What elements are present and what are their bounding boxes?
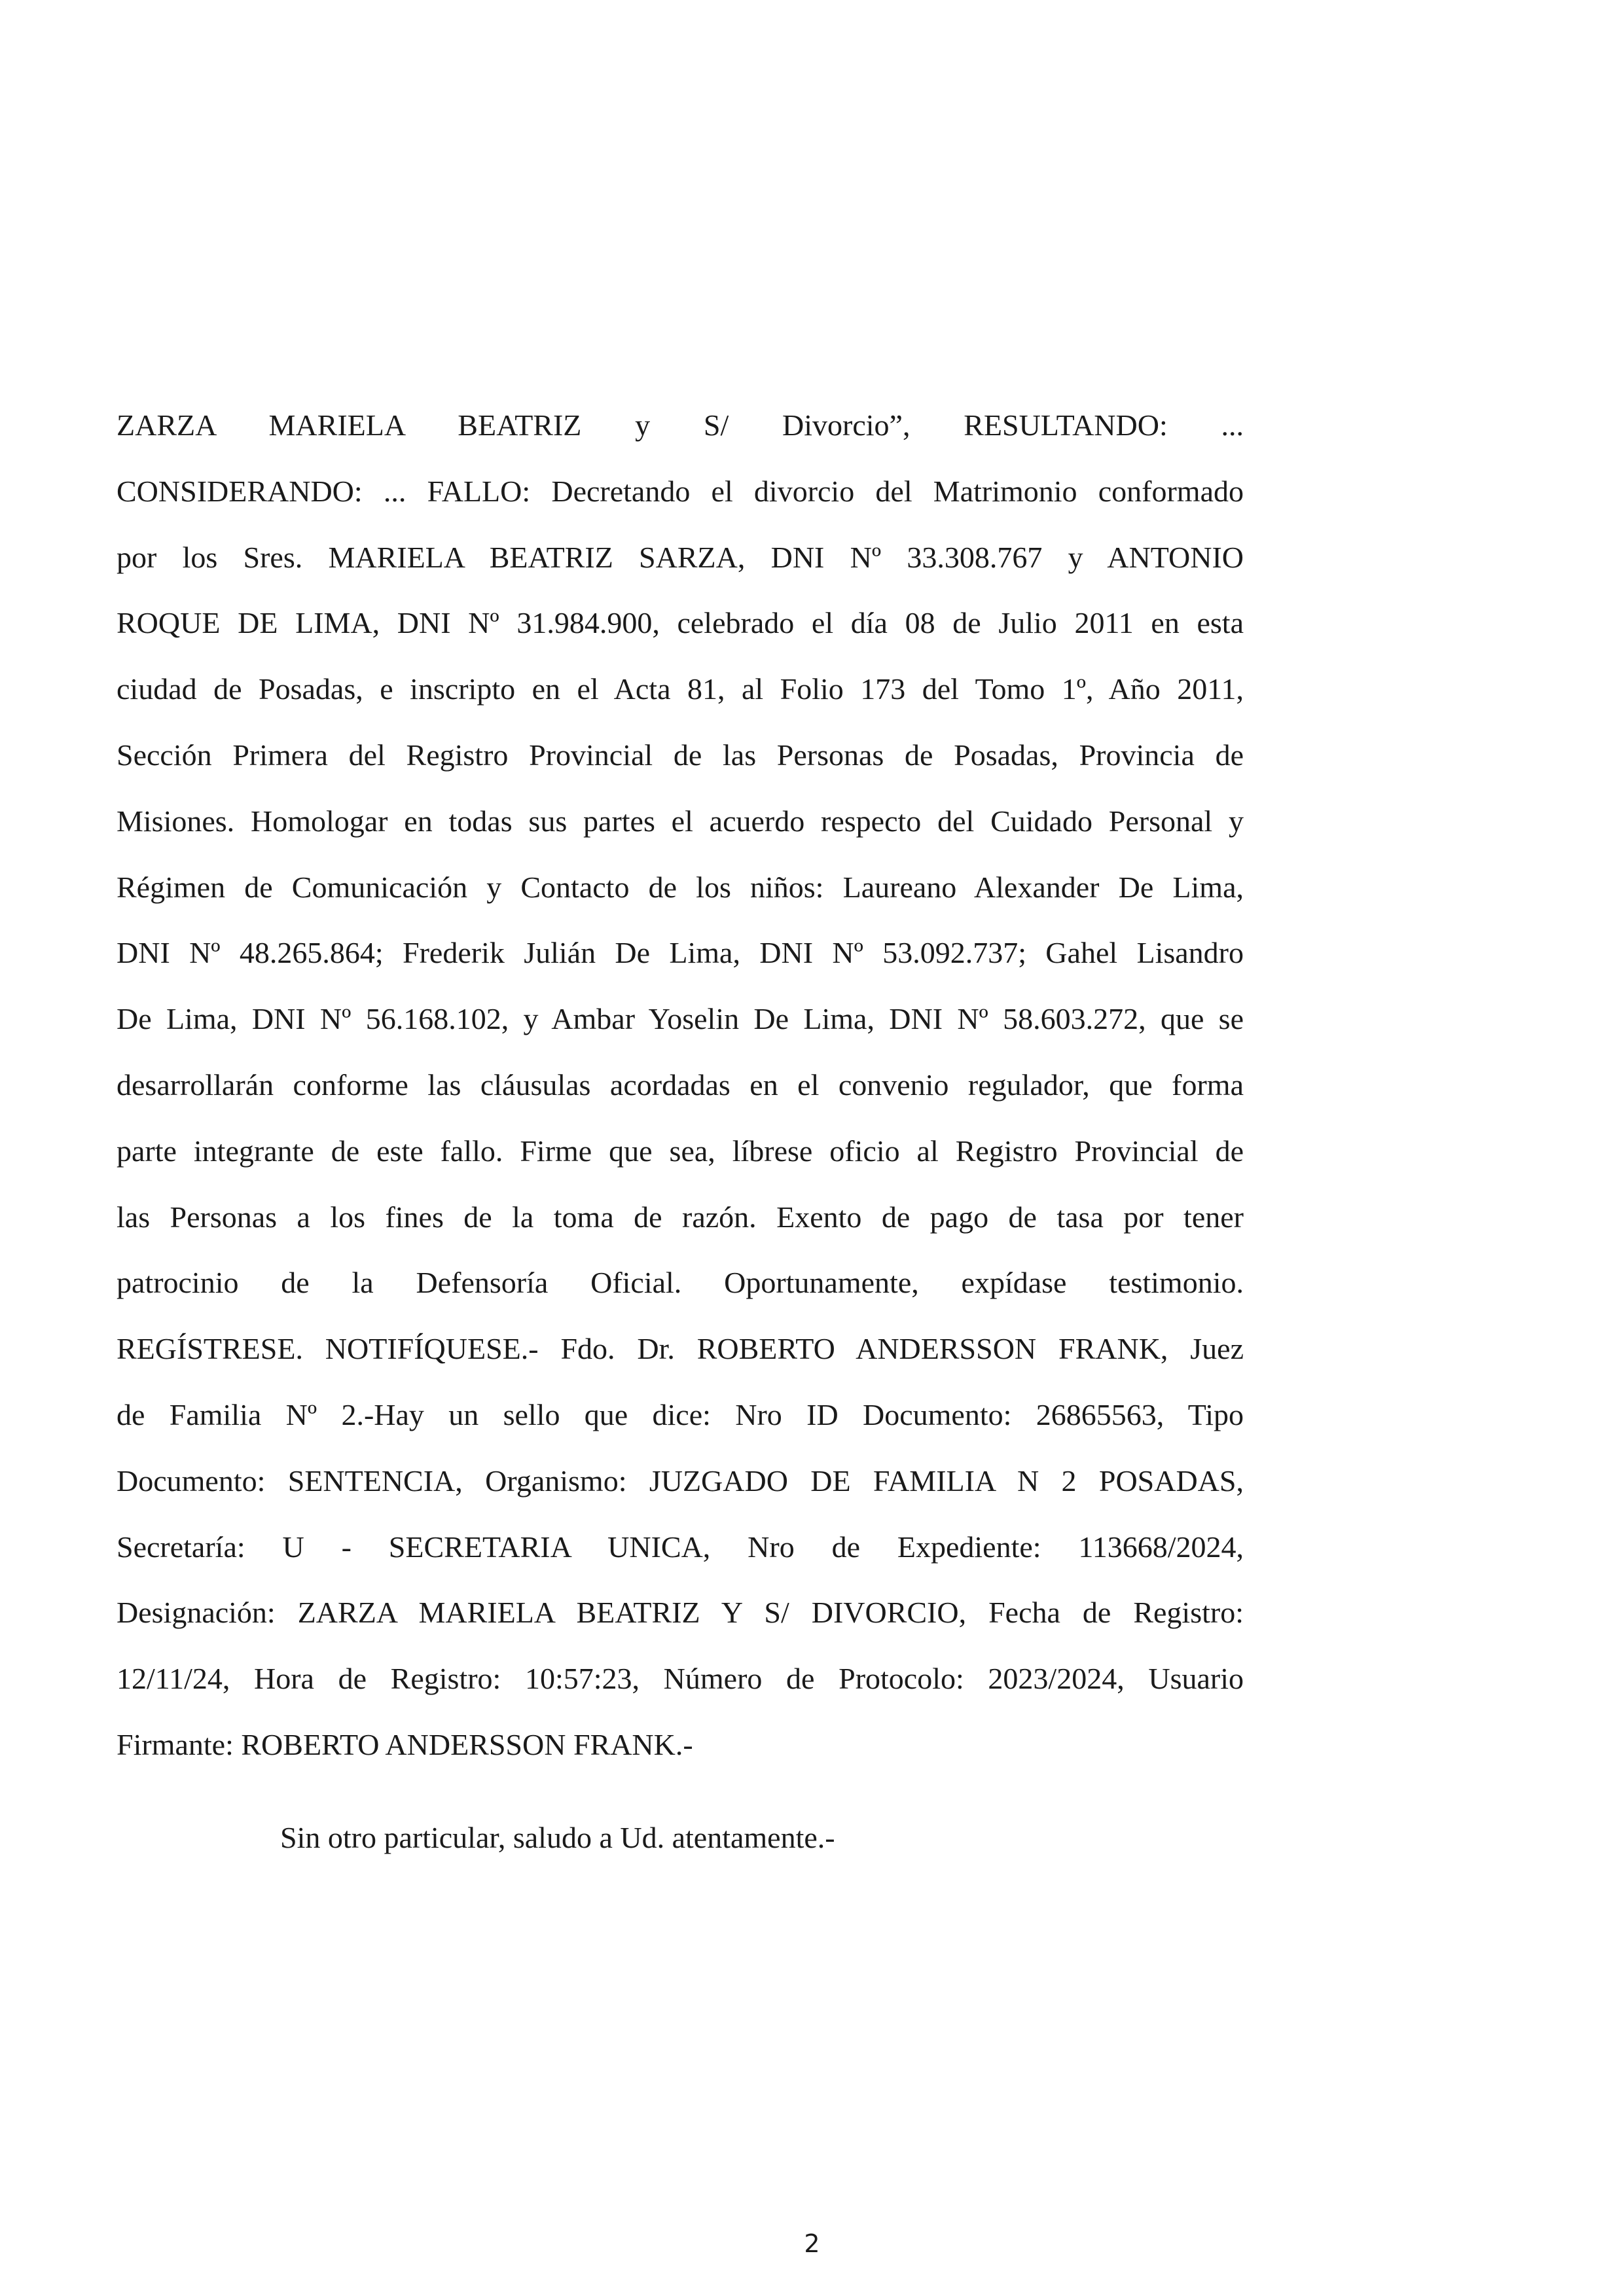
paragraph-line: Designación: ZARZA MARIELA BEATRIZ Y S/ DIVORCIO, Fecha de Registro: [117,1596,1244,1630]
paragraph-line: ZARZA MARIELA BEATRIZ y S/ Divorcio”, RESULTANDO: ... [117,408,1244,442]
paragraph-line: de Familia Nº 2.-Hay un sello que dice: Nro ID Documento: 26865563, Tipo [117,1397,1244,1431]
paragraph-line: Régimen de Comunicación y Contacto de los niños: Laureano Alexander De Lima, [117,870,1244,904]
paragraph-line: Sección Primera del Registro Provincial de las Personas de Posadas, Provincia de [117,738,1244,772]
paragraph-line: Secretaría: U - SECRETARIA UNICA, Nro de Expediente: 113668/2024, [117,1530,1244,1564]
paragraph-line: las Personas a los fines de la toma de razón. Exento de pago de tasa por tener [117,1200,1244,1234]
paragraph-line: Firmante: ROBERTO ANDERSSON FRANK.- [117,1727,693,1761]
paragraph-line: DNI Nº 48.265.864; Frederik Julián De Lima, DNI Nº 53.092.737; Gahel Lisandro [117,936,1244,970]
paragraph-line: 12/11/24, Hora de Registro: 10:57:23, Número de Protocolo: 2023/2024, Usuario [117,1662,1244,1696]
paragraph-line: por los Sres. MARIELA BEATRIZ SARZA, DNI Nº 33.308.767 y ANTONIO [117,540,1244,574]
paragraph-line: REGÍSTRESE. NOTIFÍQUESE.- Fdo. Dr. ROBERTO ANDERSSON FRANK, Juez [117,1332,1244,1366]
paragraph-line: parte integrante de este fallo. Firme que sea, líbrese oficio al Registro Provincial de [117,1134,1244,1168]
body-paragraph [117,393,1244,1778]
paragraph-line: patrocinio de la Defensoría Oficial. Oportunamente, expídase testimonio. [117,1266,1244,1300]
paragraph-line: CONSIDERANDO: ... FALLO: Decretando el divorcio del Matrimonio conformado [117,474,1244,508]
paragraph-line: ciudad de Posadas, e inscripto en el Acta 81, al Folio 173 del Tomo 1º, Año 2011, [117,672,1244,706]
paragraph-line: ROQUE DE LIMA, DNI Nº 31.984.900, celebrado el día 08 de Julio 2011 en esta [117,606,1244,640]
closing-salutation: Sin otro particular, saludo a Ud. atentamente.- [280,1821,835,1854]
page-number: 2 [804,2229,820,2258]
paragraph-line: Misiones. Homologar en todas sus partes el acuerdo respecto del Cuidado Personal y [117,804,1244,838]
paragraph-line: De Lima, DNI Nº 56.168.102, y Ambar Yoselin De Lima, DNI Nº 58.603.272, que se [117,1002,1244,1036]
paragraph-line: desarrollarán conforme las cláusulas acordadas en el convenio regulador, que forma [117,1067,1244,1102]
paragraph-line: Documento: SENTENCIA, Organismo: JUZGADO DE FAMILIA N 2 POSADAS, [117,1463,1244,1498]
